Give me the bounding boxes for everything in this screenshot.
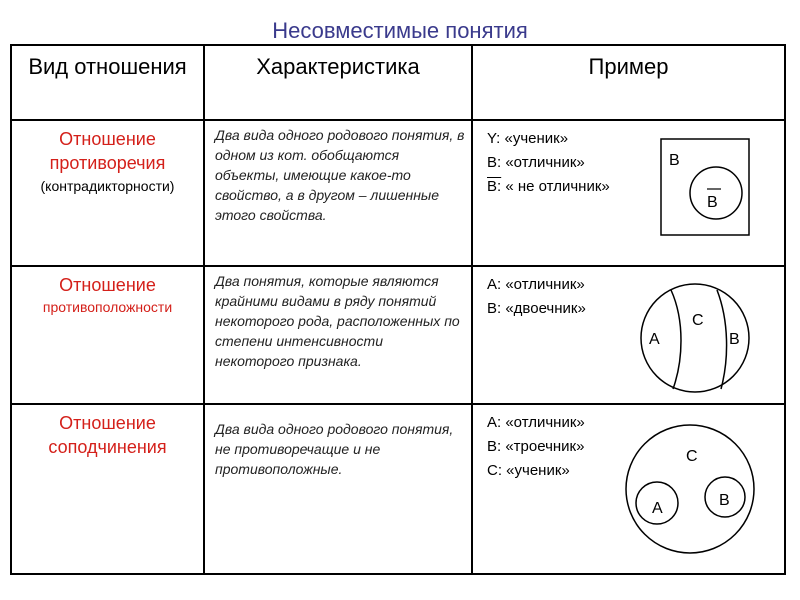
table-row — [11, 404, 785, 574]
label-c: C — [686, 448, 698, 465]
example-line: B: «отличник» — [487, 154, 585, 171]
table-row — [11, 266, 785, 404]
example-line: A: «отличник» — [487, 276, 585, 293]
example-line: B: « не отличник» — [487, 178, 610, 195]
relation-cell — [11, 120, 204, 266]
example-line: B: «двоечник» — [487, 300, 586, 317]
example-cell — [472, 120, 785, 266]
example-line: A: «отличник» — [487, 414, 585, 431]
right-arc — [717, 290, 727, 389]
label-b: B — [719, 492, 730, 509]
label-outer: B — [669, 152, 680, 169]
example-line: Y: «ученик» — [487, 130, 569, 147]
opposition-diagram — [633, 281, 757, 395]
left-arc — [671, 290, 681, 389]
table-header-row — [11, 45, 785, 120]
header-characteristic: Характеристика — [204, 45, 472, 120]
relation-note: (контрадикторности) — [40, 178, 175, 194]
example-cell — [472, 266, 785, 404]
relation-line2: соподчинения — [48, 437, 167, 457]
relation-line2: противоположности — [42, 299, 173, 315]
relation-cell — [11, 404, 204, 574]
description-text: Два вида одного родового понятия, в одном из кот. обобщаются объекты, имеющие какое-то свойство, а в другом – лишенные этого свойства. — [215, 127, 465, 223]
label-a: A — [649, 331, 660, 348]
relation-line1: Отношение — [59, 129, 156, 149]
example-line: C: «ученик» — [487, 462, 570, 479]
description-text: Два понятия, которые являются крайними видами в ряду понятий некоторого рода, расположенных по степени интенсивности некоторого признака. — [215, 273, 460, 369]
overbar-prefix: B: — [487, 178, 502, 195]
table-row — [11, 120, 785, 266]
page-title: Несовместимые понятия — [272, 18, 528, 43]
subordination-diagram — [621, 421, 759, 557]
label-c: C — [692, 312, 704, 329]
inner-circle — [690, 167, 742, 219]
description-cell — [204, 404, 472, 574]
label-a: A — [652, 500, 663, 517]
description-text: Два вида одного родового понятия, не противоречащие и не противоположные. — [215, 421, 454, 477]
description-cell — [204, 266, 472, 404]
description-cell — [204, 120, 472, 266]
example-cell — [472, 404, 785, 574]
relation-line1: Отношение — [59, 413, 156, 433]
example-line: B: «троечник» — [487, 438, 585, 455]
contradiction-diagram — [659, 137, 753, 239]
header-example: Пример — [472, 45, 785, 120]
label-b: B — [729, 331, 740, 348]
relation-line2: противоречия — [49, 153, 166, 173]
outer-circle — [626, 425, 754, 553]
label-inner: B — [707, 194, 718, 211]
header-kind: Вид отношения — [11, 45, 204, 120]
relation-cell — [11, 266, 204, 404]
relations-table — [10, 44, 786, 575]
relation-line1: Отношение — [59, 275, 156, 295]
